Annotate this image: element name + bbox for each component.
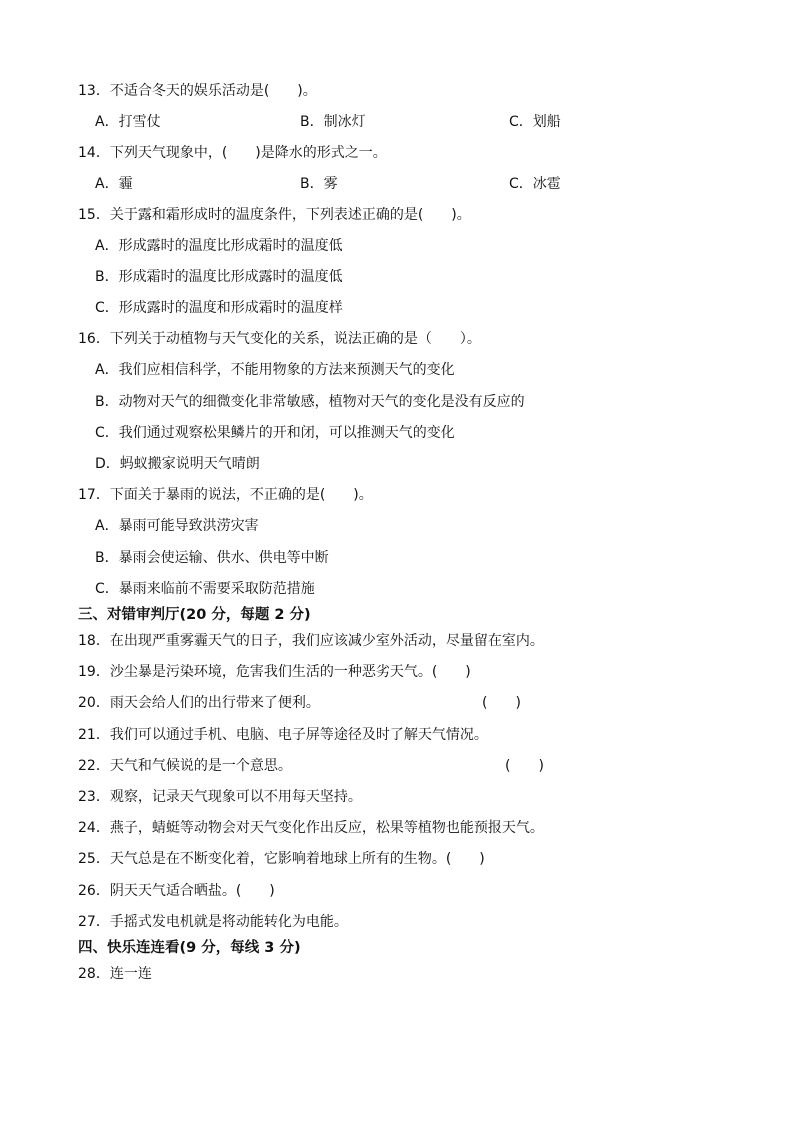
- question-17-option-b: B．暴雨会使运输、供水、供电等中断: [95, 550, 329, 566]
- question-18: 18．在出现严重雾霾天气的日子，我们应该减少室外活动，尽量留在室内。: [78, 633, 544, 649]
- question-14-option-c: C．冰雹: [509, 176, 561, 192]
- section-4-heading: 四、快乐连连看(9 分，每线 3 分): [78, 940, 301, 956]
- question-20: 20．雨天会给人们的出行带来了便利。: [78, 695, 320, 711]
- question-13-stem: 13．不适合冬天的娱乐活动是( )。: [78, 83, 317, 99]
- question-20-answer-blank[interactable]: ( ): [482, 695, 521, 711]
- question-13-option-b: B．制冰灯: [300, 114, 366, 130]
- question-19: 19．沙尘暴是污染环境，危害我们生活的一种恶劣天气。( ): [78, 664, 471, 680]
- question-16-option-c: C．我们通过观察松果鳞片的开和闭，可以推测天气的变化: [95, 425, 455, 441]
- question-16-option-b: B．动物对天气的细微变化非常敏感，植物对天气的变化是没有反应的: [95, 394, 525, 410]
- question-14-option-b: B．雾: [300, 176, 338, 192]
- question-22: 22．天气和气候说的是一个意思。: [78, 758, 292, 774]
- question-22-answer-blank[interactable]: ( ): [505, 758, 544, 774]
- question-15-option-a: A．形成露时的温度比形成霜时的温度低: [95, 238, 343, 254]
- question-25: 25．天气总是在不断变化着，它影响着地球上所有的生物。( ): [78, 851, 485, 867]
- question-17-stem: 17．下面关于暴雨的说法，不正确的是( )。: [78, 487, 373, 503]
- question-13-option-c: C．划船: [509, 114, 561, 130]
- question-16-option-a: A．我们应相信科学，不能用物象的方法来预测天气的变化: [95, 362, 455, 378]
- question-27: 27．手摇式发电机就是将动能转化为电能。: [78, 914, 348, 930]
- question-28: 28．连一连: [78, 966, 152, 982]
- question-15-option-b: B．形成霜时的温度比形成露时的温度低: [95, 269, 343, 285]
- question-23: 23．观察，记录天气现象可以不用每天坚持。: [78, 789, 362, 805]
- question-13-option-a: A．打雪仗: [95, 114, 161, 130]
- question-15-stem: 15．关于露和霜形成时的温度条件，下列表述正确的是( )。: [78, 207, 471, 223]
- question-14-option-a: A．霾: [95, 176, 133, 192]
- question-14-stem: 14．下列天气现象中，( )是降水的形式之一。: [78, 145, 387, 161]
- question-26: 26．阴天天气适合晒盐。( ): [78, 883, 275, 899]
- question-16-stem: 16．下列关于动植物与天气变化的关系，说法正确的是（ ）。: [78, 331, 481, 347]
- question-17-option-a: A．暴雨可能导致洪涝灾害: [95, 518, 259, 534]
- question-21: 21．我们可以通过手机、电脑、电子屏等途径及时了解天气情况。: [78, 727, 488, 743]
- question-15-option-c: C．形成露时的温度和形成霜时的温度样: [95, 300, 343, 316]
- question-17-option-c: C．暴雨来临前不需要采取防范措施: [95, 581, 315, 597]
- question-16-option-d: D．蚂蚁搬家说明天气晴朗: [95, 456, 260, 472]
- section-3-heading: 三、对错审判厅(20 分，每题 2 分): [78, 607, 311, 623]
- question-24: 24．燕子，蜻蜓等动物会对天气变化作出反应，松果等植物也能预报天气。: [78, 820, 544, 836]
